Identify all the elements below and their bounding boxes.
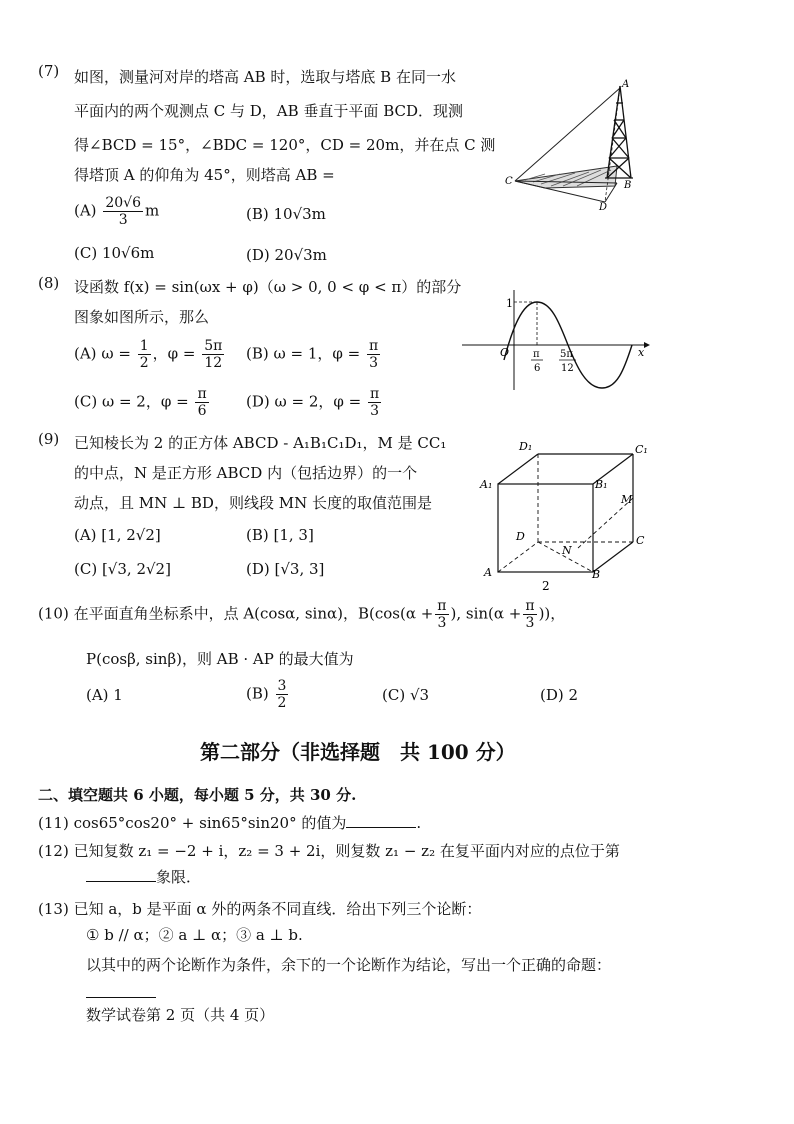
label-c: C: [636, 534, 645, 547]
question-text: 动点，且 MN ⊥ BD，则线段 MN 长度的取值范围是: [74, 494, 432, 512]
cube-figure: [478, 436, 648, 592]
option-d: (D) 20√3m: [246, 246, 327, 264]
question-13-instruction: 以其中的两个论断作为条件，余下的一个论断作为结论，写出一个正确的命题：: [86, 956, 612, 974]
tick-label-5pi-12-num: 5π: [560, 349, 573, 360]
fraction: $\frac{5\pi}{12}$: [204, 338, 223, 371]
answer-blank: [86, 985, 156, 998]
question-text: 得塔顶 A 的仰角为 45°，则塔高 AB =: [74, 166, 335, 184]
question-text: 在平面直角坐标系中，点 A(cosα, sinα)，B(cos(α +: [73, 604, 434, 623]
question-text: P(cosβ, sinβ)，则 AB · AP 的最大值为: [86, 650, 354, 668]
label-n: N: [562, 544, 572, 557]
x-axis-label: x: [638, 346, 645, 359]
label-d: D: [516, 530, 525, 543]
tick-label-pi-6-den: 6: [534, 363, 541, 374]
option-b: (B) ω = 1，φ = $\frac{\pi}{3}$: [246, 338, 379, 371]
option-a: (A) ω = $\frac{1}{2}$ ，φ = $\frac{5\pi}{12}$: [74, 338, 223, 371]
label-d: D: [599, 202, 608, 213]
fraction: $\frac{1}{2}$: [139, 338, 149, 371]
question-10: (10) 在平面直角坐标系中，点 A(cosα, sinα)，B(cos(α + $\frac{\pi}{3}$ ), sin(α + $\frac{\pi}{3}$ ))，: [38, 598, 566, 631]
fraction: $\frac{\pi}{3}$: [370, 386, 380, 419]
option-c: (C) √3: [382, 686, 430, 704]
origin-label: O: [500, 346, 510, 359]
question-11: (11) cos65°cos20° + sin65°sin20° 的值为 .: [38, 814, 422, 832]
label-b1: B₁: [595, 478, 608, 491]
question-text: 图象如图所示，那么: [74, 308, 210, 326]
question-text: 已知棱长为 2 的正方体 ABCD - A₁B₁C₁D₁，M 是 CC₁: [74, 434, 447, 452]
question-number: (8): [38, 274, 60, 292]
tick-label-5pi-12-den: 12: [561, 363, 574, 374]
fraction: $\frac{3}{2}$: [277, 678, 287, 711]
option-c: (C) 10√6m: [74, 244, 155, 262]
option-a: (A) $\frac{20√6}{3}$ m: [74, 195, 160, 228]
question-text: 已知复数 z₁ = −2 + i，z₂ = 3 + 2i，则复数 z₁ − z₂ 在复平面内对应的点位于第: [73, 842, 620, 860]
option-a: (A) [1, 2√2]: [74, 526, 161, 544]
option-d: (D) [√3, 3]: [246, 560, 325, 578]
question-13-items: ① b // α；② a ⊥ α；③ a ⊥ b.: [86, 926, 303, 944]
tower-figure: [505, 78, 655, 213]
question-12-tail: 象限．: [86, 866, 201, 887]
question-text: 的中点，N 是正方形 ABCD 内（包括边界）的一个: [74, 464, 418, 482]
question-number: (9): [38, 430, 60, 448]
label-a: A: [622, 79, 630, 90]
x-axis-arrow: [644, 342, 650, 348]
label-c1: C₁: [635, 443, 648, 456]
option-d: (D) 2: [540, 686, 579, 704]
label-c: C: [505, 176, 513, 187]
question-12: [38, 840, 620, 861]
tick-label-pi-6-num: π: [533, 349, 540, 360]
question-text: 如图，测量河对岸的塔高 AB 时，选取与塔底 B 在同一水: [74, 68, 456, 86]
question-number: (10): [38, 604, 69, 623]
option-b: (B) 10√3m: [246, 205, 326, 223]
question-number: (12): [38, 842, 69, 860]
fraction: $\frac{\pi}{3}$: [525, 598, 535, 631]
fraction: $\frac{\pi}{3}$: [369, 338, 379, 371]
y-tick-1: 1: [506, 297, 513, 310]
question-13: [38, 898, 481, 919]
question-text: 平面内的两个观测点 C 与 D，AB 垂直于平面 BCD．现测: [74, 102, 464, 120]
question-number: (13): [38, 900, 69, 918]
option-b: (B) $\frac{3}{2}$: [246, 678, 287, 711]
part-heading: 第二部分（非选择题 共 100 分）: [200, 740, 516, 764]
question-text: 得∠BCD = 15°，∠BDC = 120°，CD = 20m，并在点 C 测: [74, 136, 496, 154]
question-number: (11): [38, 814, 69, 832]
label-b: B: [624, 180, 632, 191]
answer-blank: [346, 815, 416, 828]
option-c: (C) ω = 2，φ = $\frac{\pi}{6}$: [74, 386, 207, 419]
option-a: (A) 1: [86, 686, 123, 704]
option-d: (D) ω = 2，φ = $\frac{\pi}{3}$: [246, 386, 380, 419]
option-b: (B) [1, 3]: [246, 526, 314, 544]
question-text: cos65°cos20° + sin65°sin20° 的值为: [73, 814, 347, 832]
question-text: 设函数 f(x) = sin(ωx + φ)（ω > 0, 0 < φ < π）的部分: [74, 278, 462, 296]
label-d1: D₁: [519, 440, 533, 453]
label-a: A: [484, 566, 492, 579]
label-b: B: [592, 568, 601, 581]
question-number: (7): [38, 62, 60, 80]
sine-graph: [462, 290, 652, 390]
fraction: $\frac{\pi}{6}$: [197, 386, 207, 419]
label-a1: A₁: [480, 478, 493, 491]
question-13-answer: [86, 984, 156, 1002]
option-c: (C) [√3, 2√2]: [74, 560, 171, 578]
fraction: $\frac{\pi}{3}$: [437, 598, 447, 631]
page-footer: 数学试卷第 2 页（共 4 页）: [86, 1006, 275, 1024]
answer-blank: [86, 869, 156, 882]
question-text: 已知 a，b 是平面 α 外的两条不同直线．给出下列三个论断：: [73, 900, 482, 918]
fraction: $\frac{20√6}{3}$: [105, 195, 141, 228]
edge-length-label: 2: [542, 579, 550, 592]
label-m: M: [621, 493, 633, 506]
section-title: 二、填空题共 6 小题，每小题 5 分，共 30 分.: [38, 786, 357, 804]
